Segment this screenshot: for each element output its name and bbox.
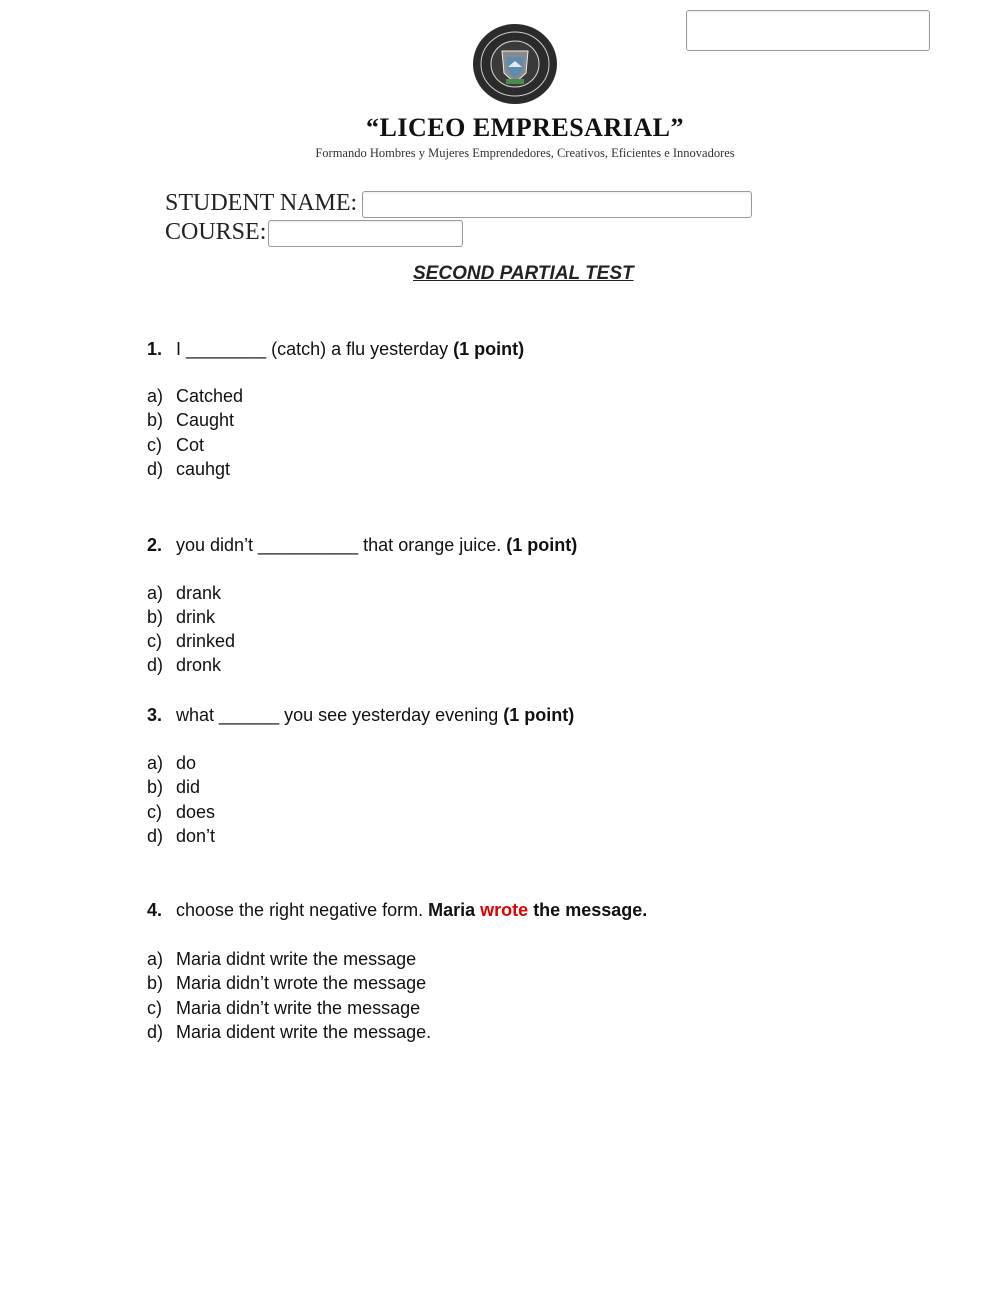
option-text: drinked xyxy=(176,631,236,651)
option-text: Maria didn’t wrote the message xyxy=(176,973,427,993)
option-text: Maria didn’t write the message xyxy=(176,998,421,1018)
option-2b[interactable] xyxy=(147,607,215,628)
option-letter: b) xyxy=(147,410,164,430)
question-points: (1 point) xyxy=(503,705,575,725)
question-1 xyxy=(147,339,524,360)
option-letter: d) xyxy=(147,1022,164,1042)
question-4 xyxy=(147,900,647,921)
option-text: Maria dident write the message. xyxy=(176,1022,432,1042)
option-letter: a) xyxy=(147,753,164,773)
option-4a[interactable] xyxy=(147,949,416,970)
option-letter: c) xyxy=(147,802,162,822)
question-number: 2. xyxy=(147,535,163,555)
option-letter: a) xyxy=(147,949,164,969)
option-letter: d) xyxy=(147,826,164,846)
option-1b[interactable] xyxy=(147,410,234,431)
option-text: drink xyxy=(176,607,216,627)
option-4d[interactable] xyxy=(147,1022,431,1043)
option-1c[interactable] xyxy=(147,435,204,456)
option-3a[interactable] xyxy=(147,753,196,774)
option-text: drank xyxy=(176,583,222,603)
question-number: 3. xyxy=(147,705,163,725)
option-2d[interactable] xyxy=(147,655,221,676)
question-2 xyxy=(147,535,577,556)
question-text: choose the right negative form. xyxy=(176,900,429,920)
question-points: (1 point) xyxy=(506,535,578,555)
student-name-label: STUDENT NAME: xyxy=(165,190,358,216)
question-text: I ________ (catch) a flu yesterday xyxy=(176,339,454,359)
option-4b[interactable] xyxy=(147,973,426,994)
option-letter: a) xyxy=(147,583,164,603)
option-text: do xyxy=(176,753,197,773)
option-text: dronk xyxy=(176,655,222,675)
option-text: don’t xyxy=(176,826,216,846)
option-letter: b) xyxy=(147,607,164,627)
question-sentence-end: the message. xyxy=(528,900,648,920)
course-input[interactable] xyxy=(268,220,463,247)
option-letter: c) xyxy=(147,998,162,1018)
question-sentence-start: Maria xyxy=(428,900,481,920)
option-4c[interactable] xyxy=(147,998,420,1019)
student-name-input[interactable] xyxy=(362,191,752,218)
option-3b[interactable] xyxy=(147,777,200,798)
option-1a[interactable] xyxy=(147,386,243,407)
question-text: what ______ you see yesterday evening xyxy=(176,705,504,725)
question-3 xyxy=(147,705,574,726)
school-seal-icon xyxy=(472,23,558,105)
option-letter: d) xyxy=(147,655,164,675)
option-letter: c) xyxy=(147,631,162,651)
score-input[interactable] xyxy=(686,10,930,51)
option-text: Catched xyxy=(176,386,244,406)
course-label: COURSE: xyxy=(165,219,267,245)
option-letter: b) xyxy=(147,777,164,797)
option-text: Maria didnt write the message xyxy=(176,949,417,969)
option-2a[interactable] xyxy=(147,583,221,604)
option-text: cauhgt xyxy=(176,459,231,479)
option-1d[interactable] xyxy=(147,459,230,480)
option-text: Caught xyxy=(176,410,235,430)
question-text: you didn’t __________ that orange juice. xyxy=(176,535,507,555)
option-3d[interactable] xyxy=(147,826,215,847)
school-motto: Formando Hombres y Mujeres Emprendedores, Creativos, Eficientes e Innovadores xyxy=(315,146,735,160)
option-letter: a) xyxy=(147,386,164,406)
option-2c[interactable] xyxy=(147,631,235,652)
school-name: “LICEO EMPRESARIAL” xyxy=(366,113,684,142)
option-text: does xyxy=(176,802,216,822)
option-3c[interactable] xyxy=(147,802,215,823)
option-letter: c) xyxy=(147,435,162,455)
question-points: (1 point) xyxy=(453,339,525,359)
question-highlight-verb: wrote xyxy=(480,900,529,920)
option-text: Cot xyxy=(176,435,205,455)
option-letter: d) xyxy=(147,459,164,479)
option-letter: b) xyxy=(147,973,164,993)
option-text: did xyxy=(176,777,201,797)
question-number: 1. xyxy=(147,339,163,359)
test-title: SECOND PARTIAL TEST xyxy=(413,263,634,284)
question-number: 4. xyxy=(147,900,163,920)
